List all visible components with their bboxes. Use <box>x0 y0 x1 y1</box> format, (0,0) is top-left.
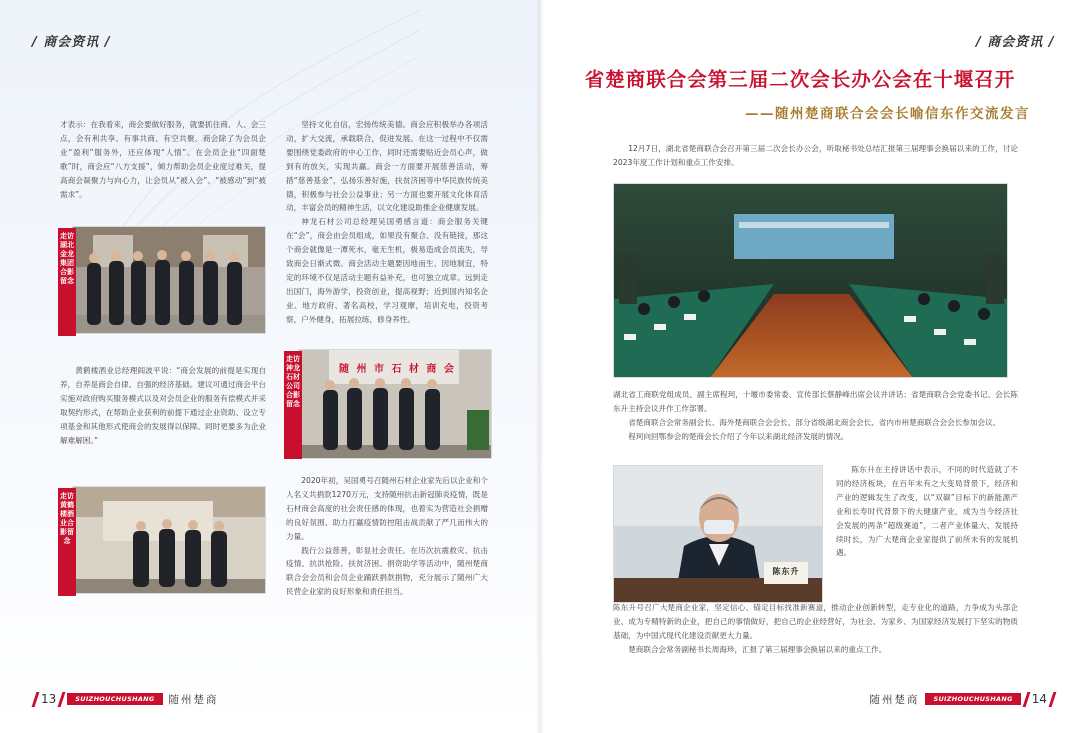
brand-en-right: SUIZHOUCHUSHANG <box>925 693 1020 705</box>
photo-huanghelou <box>72 486 266 594</box>
article-body-side <box>836 463 1018 560</box>
left-col1-bottom <box>60 364 266 447</box>
paragraph: 楚商联合会常务副秘书长周海珍，汇报了第三届理事会换届以来的重点工作。 <box>628 644 887 654</box>
paragraph: 湖北省工商联党组成员、副主席程珂，十堰市委常委、宣传部长蔡静峰出席会议并讲话；省楚商联合会党委书记、会长陈东升主持会议并作工作部署。 <box>613 390 1018 413</box>
paragraph: 2020年初，吴国勇号召随州石材企业家先后以企业和个人名义共捐款1270万元，支持随州抗击新冠肺炎疫情，既是石材商会高度的社会责任感的体现，也着实为营造社会捐赠的良好氛围、助力打赢疫情防控阻击战贡献了严几而伟大的力量。 <box>286 476 488 541</box>
speaker-image <box>614 466 823 603</box>
page-number-left: 13 <box>41 692 57 706</box>
article-subtitle: ——随州楚商联合会会长喻信东作交流发言 <box>745 106 1030 122</box>
footer-slash <box>1022 692 1030 707</box>
article-body-bottom <box>613 589 1018 657</box>
footer-slash <box>1049 692 1057 707</box>
footer-left <box>30 691 225 707</box>
paragraph: 程珂向回鄂参会的楚商会长介绍了今年以来湖北经济发展的情况。 <box>628 431 849 441</box>
photo-speaker <box>613 465 823 603</box>
left-col1-top <box>60 118 266 201</box>
left-col2-top <box>286 118 488 327</box>
page-number-right: 14 <box>1031 692 1047 706</box>
meeting-hall-image <box>614 184 1008 378</box>
paragraph: 才表示：在我看来，商会要做好服务，就要抓住商、人、会三点，会有利共享、有事共商、有空共聚。商会除了为会员企业“盈利”服务外，还应体现“人情”。在会员企业“四面楚歌”时，商会应“八方支援”，倾力帮助会员企业度过难关，提高商会凝聚力与向心力，让会员从“被入会”、“被感动”到“被需求”。 <box>60 120 266 199</box>
photo-jinlong-group <box>72 226 266 334</box>
article-intro <box>613 142 1018 170</box>
paragraph: 黄鹤楼酒业总经理阎波平说：“商会发展的前提是实现自养，自养是商会自律、自强的经济基础。建议可通过商会平台实施对政府购买服务模式以及对会员企业的服务有偿模式并采取契约形式，在帮助企业获利的前提下通过企业资助、设立专项基金和其他形式使商会的发展得以保障。同时更要多为企业解难解困。” <box>60 366 266 445</box>
stone-chamber-sign: 随 州 市 石 材 商 会 <box>339 364 456 375</box>
photo-caption-jinlong: 走访湖北金龙集团合影留念 <box>58 228 76 336</box>
paragraph: 陈东升号召广大楚商企业家，坚定信心、锚定目标找准新赛道，推动企业创新转型，走专业化的道路，力争成为头部企业、成为专精特新的企业，把自己的事情做好，把自己的企业经营好，为社会、为家乡、为国家经济发展打下坚实的物质基础，为中国式现代化建设贡献更大力量。 <box>613 603 1018 640</box>
photo-meeting-hall <box>613 183 1008 378</box>
footer-slash <box>32 692 40 707</box>
footer-slash <box>58 692 66 707</box>
group-photo-image <box>73 227 266 334</box>
section-tag-right: / 商会资讯 / <box>976 35 1055 50</box>
photo-shenlong-stone <box>298 349 492 459</box>
footer-right <box>863 691 1058 707</box>
brand-en-left: SUIZHOUCHUSHANG <box>67 693 162 705</box>
group-photo-image <box>73 487 266 594</box>
page-spine <box>536 0 544 733</box>
brand-cn-left: 随州楚商 <box>168 693 219 706</box>
photo-caption-shenlong: 走访神龙石材公司合影留念 <box>284 351 302 459</box>
left-col2-bottom <box>286 474 488 599</box>
paragraph: 坚持文化自信，宏扬传统美德。商会应积极举办各项活动，扩大交流，承载联合，促进发展。在这一过程中不仅需要围绕党委政府的中心工作，同时还需要贴近会员心声，做到有的放矢，实现共赢。商会一方面要开展慈善活动，筹措“慈善基金”，弘扬乐善好施，扶贫济困等中华民族传统美德，积极参与社会公益事业；另一方面也要开展文化体育活动，丰富会员的精神生活，以文化建设助推企业健康发展。 <box>286 120 488 213</box>
paragraph: 省楚商联合会常务副会长、海外楚商联合会会长、部分省级湖北商会会长、省内市州楚商联合会会长参加会议。 <box>628 417 1001 427</box>
paragraph: 神龙石材公司总经理吴国勇感言道：商会服务关键在“会”，商会由会员组成，如果没有聚合、没有链接，那这个商会就像是一潭死水，毫无生机，极易造成会员流失，导致商会日渐式微。商会活动主题要因地而生、因地制宜，特定的环境不仅是活动主题有益补充，也可独立成章。远到走出国门，海外游学，投资创业，提高视野；近到国内知名企业、地方政府、著名高校，学习观摩，培训充电，投资考察，户外健身，拓展拉练，修身养性。 <box>286 217 488 324</box>
photo-caption-huanghelou: 走访黄鹤楼酒业合影留念 <box>58 488 76 596</box>
brand-cn-right: 随州楚商 <box>869 693 920 706</box>
article-body-mid <box>613 388 1018 444</box>
article-title: 省楚商联合会第三届二次会长办公会在十堰召开 <box>584 68 1016 91</box>
paragraph: 陈东升在主持讲话中表示，不同的时代造就了不同的经济板块，在百年未有之大变局背景下，经济和产业的逻辑发生了改变，以“双碳”目标下的新能源产业和长寿时代背景下的大健康产业，成为当今经济社会发展的两条“超级赛道”，二者产业体量大、发展持续时长，为广大楚商企业家提供了前所未有的发展机遇。 <box>836 465 1018 558</box>
paragraph: 12月7日，湖北省楚商联合会召开第三届二次会长办公会，听取秘书处总结汇报第三届理事会换届以来的工作，讨论2023年度工作计划和重点工作安排。 <box>613 144 1018 167</box>
paragraph: 践行公益慈善，彰显社会责任。在历次抗震救灾、抗击疫情、抗洪抢险、扶贫济困、捐资助学等活动中，随州楚商联合会会员和会员企业踊跃捐款捐物，充分展示了随州广大民营企业家的良好形象和责任担当。 <box>286 545 488 597</box>
speaker-nameplate: 陈东升 <box>772 567 800 576</box>
section-tag-left: / 商会资讯 / <box>32 35 111 50</box>
